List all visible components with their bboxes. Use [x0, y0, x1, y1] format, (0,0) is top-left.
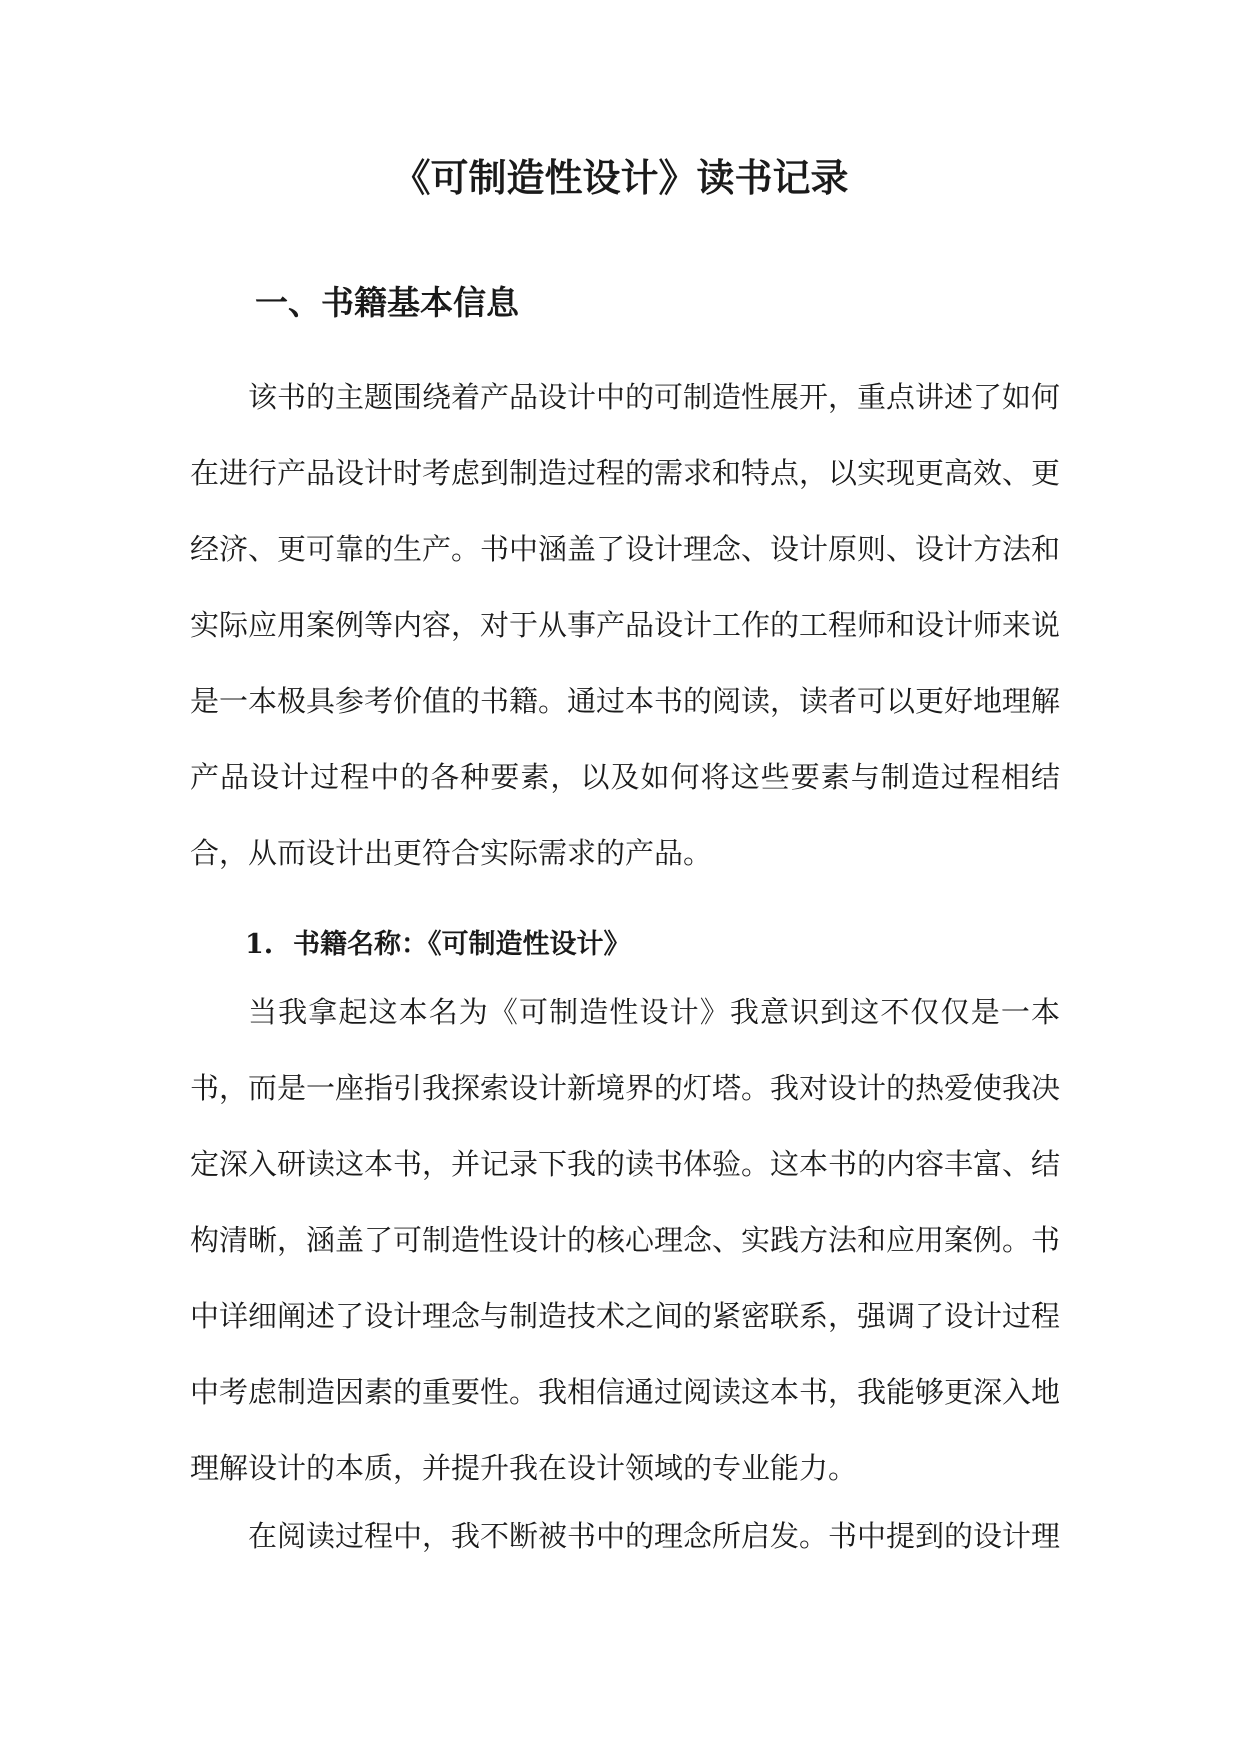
- section-heading-basic-info: 一、书籍基本信息: [255, 283, 519, 322]
- section-basic-info-paragraph: 该书的主题围绕着产品设计中的可制造性展开，重点讲述了如何在进行产品设计时考虑到制造过程的需求和特点，以实现更高效、更经济、更可靠的生产。书中涵盖了设计理念、设计原则、设计方法和实际应用案例等内容，对于从事产品设计工作的工程师和设计师来说是一本极具参考价值的书籍。通过本书的阅读，读者可以更好地理解产品设计过程中的各种要素，以及如何将这些要素与制造过程相结合，从而设计出更符合实际需求的产品。: [190, 380, 1061, 870]
- book-name-paragraph-2: 在阅读过程中，我不断被书中的理念所启发。书中提到的设计理: [248, 1519, 1061, 1553]
- subsection-heading-book-name: [245, 923, 631, 967]
- subsection-heading-text: 书籍名称：《可制造性设计》: [293, 929, 631, 960]
- document-title: 《可制造性设计》读书记录: [392, 155, 849, 200]
- book-name-paragraph-1: 当我拿起这本名为《可制造性设计》我意识到这不仅仅是一本书，而是一座指引我探索设计新境界的灯塔。我对设计的热爱使我决定深入研读这本书，并记录下我的读书体验。这本书的内容丰富、结构清晰，涵盖了可制造性设计的核心理念、实践方法和应用案例。书中详细阐述了设计理念与制造技术之间的紧密联系，强调了设计过程中考虑制造因素的重要性。我相信通过阅读这本书，我能够更深入地理解设计的本质，并提升我在设计领域的专业能力。: [190, 995, 1061, 1485]
- subsection-number: 1.: [245, 929, 274, 960]
